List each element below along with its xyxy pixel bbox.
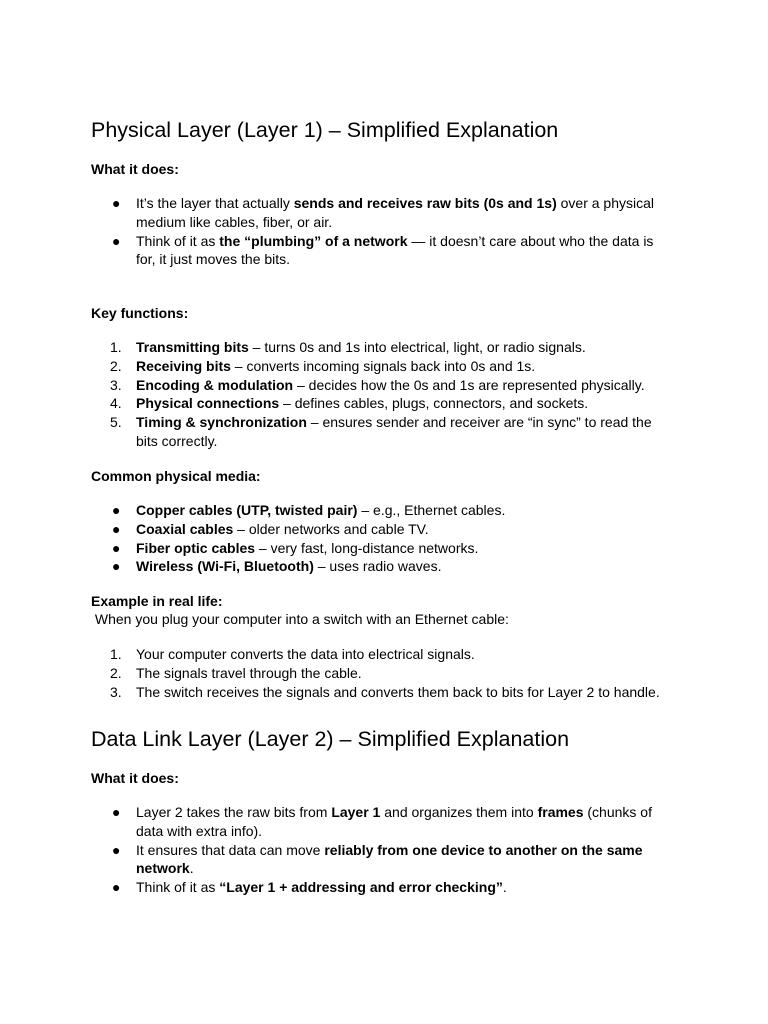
list-number: 1. [110, 646, 122, 662]
layer1-what-list [0, 194, 768, 269]
bullet-icon: ● [112, 502, 121, 518]
layer2-what-heading: What it does: [91, 770, 179, 786]
layer1-example-intro: When you plug your computer into a switch with an Ethernet cable: [91, 611, 509, 627]
layer1-what-heading: What it does: [91, 161, 179, 177]
layer1-media-heading: Common physical media: [91, 468, 261, 484]
layer1-key-list [0, 338, 768, 451]
bullet-icon: ● [112, 520, 121, 537]
list-item: ● It ensures that data can move reliably from one device to another on the same network. [112, 841, 643, 877]
list-item: ● Fiber optic cables – very fast, long-distance networks. [112, 539, 479, 556]
list-item: 5. Timing & synchronization – ensures sender and receiver are “in sync” to read the bits correctly. [110, 414, 652, 449]
list-number: 5. [110, 414, 122, 431]
list-item: ● Think of it as “Layer 1 + addressing and error checking”. [112, 879, 507, 896]
list-item: 4. Physical connections – defines cables, plugs, connectors, and sockets. [110, 395, 589, 412]
list-item: ● It’s the layer that actually sends and receives raw bits (0s and 1s) over a physical medium like cables, fiber, or air. [112, 195, 655, 230]
list-item: ● Wireless (Wi-Fi, Bluetooth) – uses radio waves. [112, 558, 442, 575]
list-number: 2. [110, 357, 122, 374]
bullet-icon: ● [112, 539, 121, 556]
list-item: ● Coaxial cables – older networks and cable TV. [112, 520, 429, 537]
list-item: 2. The signals travel through the cable. [110, 664, 362, 681]
list-item: 3. The switch receives the signals and converts them back to bits for Layer 2 to handle. [110, 683, 660, 700]
list-number: 3. [110, 683, 122, 700]
bullet-icon: ● [112, 804, 121, 820]
bullet-icon: ● [112, 195, 121, 211]
list-item: ● Copper cables (UTP, twisted pair) – e.g., Ethernet cables. [112, 502, 506, 518]
bullet-icon: ● [112, 232, 121, 249]
layer1-key-heading: Key functions: [91, 305, 189, 321]
layer1-example-heading: Example in real life: [91, 593, 223, 609]
list-number: 3. [110, 376, 122, 393]
list-item: ● Think of it as the “plumbing” of a network — it doesn’t care about who the data is for, it just moves the bits. [112, 232, 654, 268]
layer1-title: Physical Layer (Layer 1) – Simplified Explanation [91, 118, 559, 142]
list-item: 1. Transmitting bits – turns 0s and 1s into electrical, light, or radio signals. [110, 339, 586, 355]
list-item: 1. Your computer converts the data into electrical signals. [110, 646, 475, 662]
layer1-example-list [0, 645, 768, 701]
layer1-media-list [0, 501, 768, 576]
list-item: 2. Receiving bits – converts incoming signals back into 0s and 1s. [110, 357, 536, 374]
layer2-what-list [0, 803, 768, 897]
list-item: 3. Encoding & modulation – decides how the 0s and 1s are represented physically. [110, 376, 645, 393]
layer2-title: Data Link Layer (Layer 2) – Simplified Explanation [91, 727, 570, 751]
bullet-icon: ● [112, 558, 121, 575]
list-number: 1. [110, 339, 122, 355]
list-number: 2. [110, 664, 122, 681]
bullet-icon: ● [112, 879, 121, 896]
bullet-icon: ● [112, 841, 121, 858]
list-item: ● Layer 2 takes the raw bits from Layer 1 and organizes them into frames (chunks of data with extra info). [112, 804, 652, 839]
list-number: 4. [110, 395, 122, 412]
